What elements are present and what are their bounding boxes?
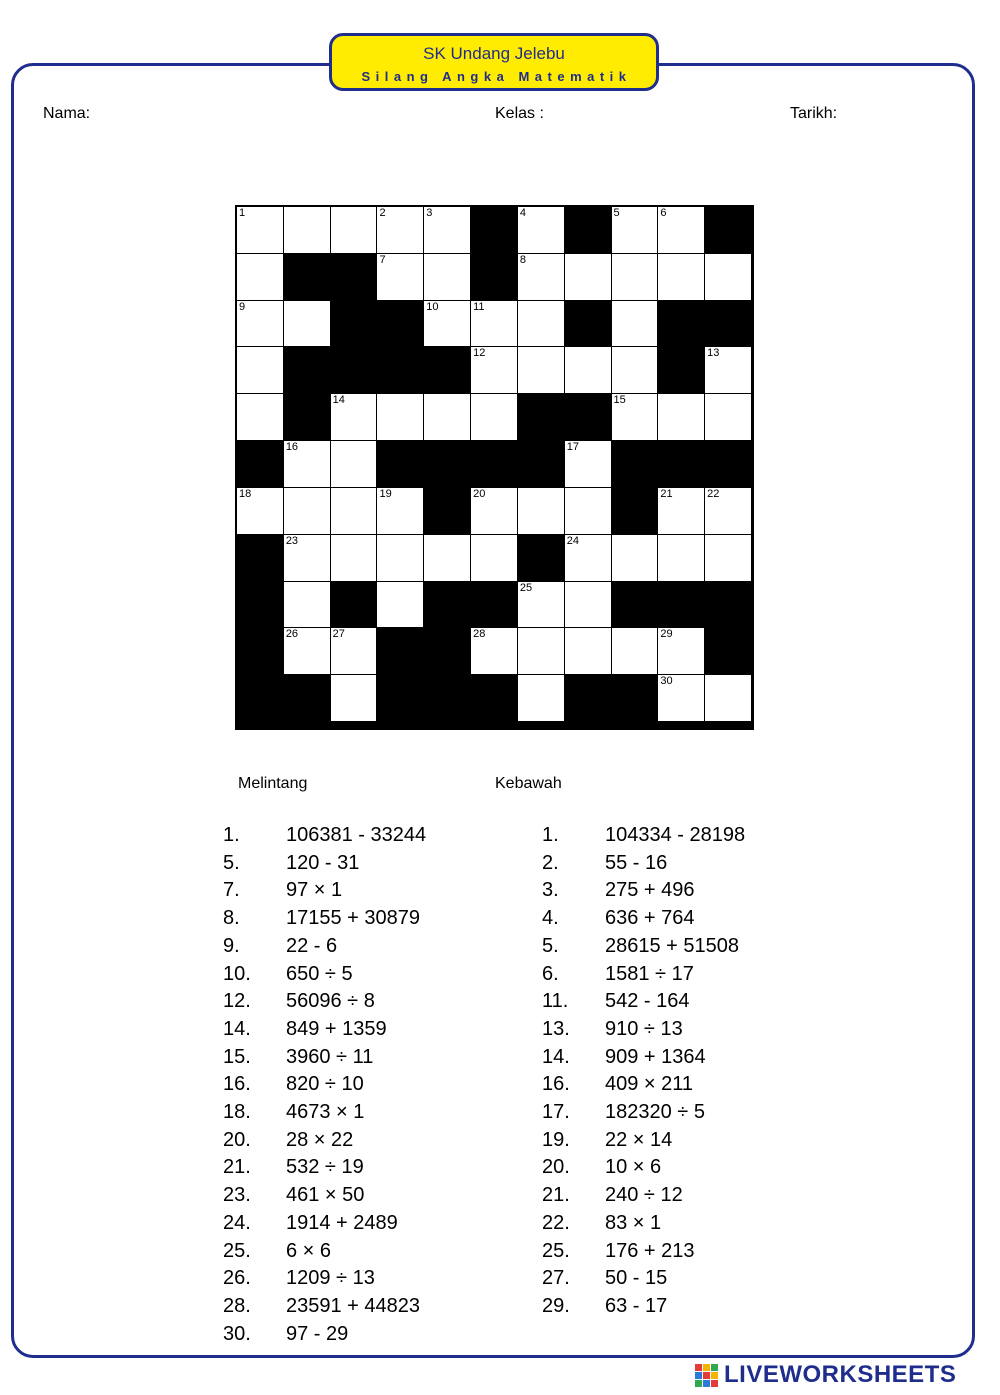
clue-number: 25. (542, 1239, 570, 1262)
crossword-block (424, 628, 471, 675)
crossword-cell[interactable] (377, 394, 424, 441)
crossword-cell[interactable] (565, 628, 612, 675)
title-banner (329, 33, 659, 91)
crossword-block (237, 582, 284, 629)
crossword-cell[interactable] (658, 535, 705, 582)
cell-number: 11 (473, 300, 485, 313)
crossword-cell[interactable] (518, 254, 565, 301)
crossword-cell[interactable] (424, 207, 471, 254)
clue-text: 104334 - 28198 (605, 824, 746, 846)
crossword-block (565, 207, 612, 254)
clue-number: 7. (223, 879, 240, 902)
crossword-cell[interactable] (612, 535, 659, 582)
crossword-block (284, 347, 331, 394)
crossword-block (471, 207, 518, 254)
cell-number: 16 (285, 441, 299, 454)
crossword-block (565, 394, 612, 441)
crossword-cell[interactable] (424, 535, 471, 582)
crossword-cell[interactable] (518, 582, 565, 629)
crossword-cell[interactable] (565, 441, 612, 488)
clue-text: 50 - 15 (605, 1267, 668, 1290)
cell-number: 14 (332, 394, 345, 407)
clue-text: 176 + 213 (605, 1239, 695, 1262)
crossword-cell[interactable] (705, 535, 752, 582)
crossword-cell[interactable] (612, 301, 659, 348)
clue-number: 5. (223, 851, 240, 874)
cell-number: 13 (707, 347, 720, 360)
crossword-block (705, 301, 752, 348)
crossword-block (284, 675, 331, 722)
clue-text: 17155 + 30879 (286, 907, 421, 930)
crossword-cell[interactable] (612, 394, 659, 441)
clue-text: 820 ÷ 10 (286, 1073, 364, 1096)
crossword-block (471, 254, 518, 301)
crossword-block (612, 675, 659, 722)
cell-number: 7 (379, 253, 386, 266)
crossword-cell[interactable] (705, 488, 752, 535)
crossword-block (424, 582, 471, 629)
clue-text: 55 - 16 (605, 851, 668, 874)
crossword-block (518, 535, 565, 582)
crossword-cell[interactable] (237, 347, 284, 394)
crossword-block (705, 628, 752, 675)
crossword-block (377, 301, 424, 348)
crossword-cell[interactable] (377, 254, 424, 301)
crossword-cell[interactable] (331, 394, 378, 441)
clue-text: 461 × 50 (286, 1184, 365, 1207)
class-label: Kelas : (495, 105, 544, 122)
clue-number: 22. (542, 1211, 570, 1234)
cell-number: 28 (473, 628, 486, 641)
crossword-cell[interactable] (377, 582, 424, 629)
worksheet-subtitle: Silang Angka Matematik (361, 69, 632, 84)
cell-number: 25 (519, 581, 533, 594)
crossword-block (705, 582, 752, 629)
clue-number: 16. (542, 1073, 570, 1096)
crossword-cell[interactable] (237, 207, 284, 254)
crossword-cell[interactable] (471, 394, 518, 441)
down-heading: Kebawah (495, 775, 562, 792)
crossword-cell[interactable] (424, 301, 471, 348)
crossword-block (424, 441, 471, 488)
crossword-block (705, 207, 752, 254)
date-label: Tarikh: (790, 105, 838, 122)
clue-number: 28. (223, 1294, 251, 1317)
crossword-cell[interactable] (518, 347, 565, 394)
clue-number: 3. (542, 879, 559, 902)
cell-number: 10 (426, 300, 439, 313)
crossword-block (377, 347, 424, 394)
crossword-cell[interactable] (565, 254, 612, 301)
crossword-cell[interactable] (284, 582, 331, 629)
crossword-grid (235, 205, 754, 730)
crossword-block (565, 675, 612, 722)
clue-text: 56096 ÷ 8 (286, 990, 375, 1013)
crossword-cell[interactable] (237, 254, 284, 301)
cell-number: 9 (239, 300, 246, 313)
crossword-block (424, 347, 471, 394)
clue-number: 6. (542, 962, 559, 985)
clue-text: 849 + 1359 (286, 1017, 387, 1040)
crossword-cell[interactable] (424, 254, 471, 301)
clue-number: 1. (223, 824, 240, 846)
clue-number: 15. (223, 1045, 251, 1068)
clue-text: 22 × 14 (605, 1128, 673, 1151)
clue-text: 182320 ÷ 5 (605, 1101, 705, 1123)
crossword-block (424, 675, 471, 722)
crossword-block (284, 254, 331, 301)
cell-number: 4 (519, 207, 527, 219)
crossword-block (658, 301, 705, 348)
brand-name: LIVEWORKSHEETS (724, 1361, 957, 1388)
crossword-block (658, 347, 705, 394)
cell-number: 20 (473, 487, 486, 500)
clue-text: 63 - 17 (605, 1294, 668, 1317)
cell-number: 15 (613, 394, 626, 407)
crossword-block (518, 394, 565, 441)
crossword-cell[interactable] (284, 535, 331, 582)
crossword-cell[interactable] (658, 628, 705, 675)
clue-number: 4. (542, 907, 559, 930)
clue-number: 20. (542, 1156, 570, 1179)
crossword-cell[interactable] (658, 488, 705, 535)
clue-text: 28 × 22 (286, 1128, 354, 1151)
clue-number: 2. (542, 851, 559, 874)
crossword-cell[interactable] (565, 535, 612, 582)
crossword-cell[interactable] (658, 207, 705, 254)
across-heading: Melintang (238, 775, 308, 792)
crossword-cell[interactable] (471, 535, 518, 582)
crossword-block (705, 441, 752, 488)
crossword-cell[interactable] (471, 628, 518, 675)
clue-number: 9. (223, 934, 240, 957)
clue-text: 4673 × 1 (286, 1101, 365, 1123)
crossword-cell[interactable] (705, 254, 752, 301)
crossword-cell[interactable] (331, 535, 378, 582)
clue-number: 21. (542, 1184, 570, 1207)
cell-number: 21 (660, 487, 673, 500)
cell-number: 18 (239, 487, 252, 500)
clue-number: 16. (223, 1073, 251, 1096)
cell-number: 26 (285, 628, 299, 641)
crossword-block (612, 441, 659, 488)
clue-number: 11. (542, 990, 569, 1013)
clue-text: 1581 ÷ 17 (605, 962, 694, 985)
crossword-cell[interactable] (565, 582, 612, 629)
clue-text: 650 ÷ 5 (286, 962, 353, 985)
crossword-cell[interactable] (612, 628, 659, 675)
crossword-cell[interactable] (377, 535, 424, 582)
crossword-cell[interactable] (705, 394, 752, 441)
crossword-block (237, 628, 284, 675)
crossword-cell[interactable] (565, 347, 612, 394)
clue-text: 106381 - 33244 (286, 824, 427, 846)
clue-number: 25. (223, 1239, 251, 1262)
crossword-cell[interactable] (612, 254, 659, 301)
crossword-cell[interactable] (377, 488, 424, 535)
clue-number: 27. (542, 1267, 570, 1290)
crossword-cell[interactable] (331, 207, 378, 254)
clue-text: 10 × 6 (605, 1156, 662, 1179)
clue-number: 30. (223, 1322, 251, 1345)
name-label: Nama: (43, 105, 91, 122)
clue-number: 26. (223, 1267, 251, 1290)
crossword-cell[interactable] (658, 675, 705, 722)
cell-number: 22 (707, 487, 720, 500)
crossword-block (331, 582, 378, 629)
crossword-cell[interactable] (237, 394, 284, 441)
crossword-cell[interactable] (471, 488, 518, 535)
clue-number: 19. (542, 1128, 570, 1151)
crossword-cell[interactable] (424, 394, 471, 441)
clue-number: 20. (223, 1128, 251, 1151)
cell-number: 30 (660, 675, 673, 688)
liveworksheets-logo (695, 1362, 956, 1388)
crossword-cell[interactable] (331, 488, 378, 535)
clue-text: 409 × 211 (605, 1073, 694, 1096)
cell-number: 23 (285, 534, 299, 547)
crossword-cell[interactable] (377, 207, 424, 254)
clue-number: 24. (223, 1211, 251, 1234)
crossword-cell[interactable] (471, 301, 518, 348)
crossword-cell[interactable] (518, 675, 565, 722)
clue-text: 909 + 1364 (605, 1045, 706, 1068)
cell-number: 1 (239, 207, 246, 219)
logo-grid-icon (695, 1364, 718, 1387)
crossword-block (284, 394, 331, 441)
cell-number: 12 (473, 347, 486, 360)
crossword-block (424, 488, 471, 535)
cell-number: 24 (566, 534, 579, 547)
crossword-cell[interactable] (237, 301, 284, 348)
clue-number: 14. (223, 1017, 251, 1040)
crossword-block (658, 582, 705, 629)
crossword-cell[interactable] (705, 347, 752, 394)
clue-text: 240 ÷ 12 (605, 1184, 683, 1207)
clue-number: 21. (223, 1156, 251, 1179)
cell-number: 6 (660, 207, 667, 219)
crossword-block (237, 535, 284, 582)
cell-number: 5 (613, 207, 620, 219)
crossword-cell[interactable] (331, 441, 378, 488)
crossword-block (331, 301, 378, 348)
crossword-block (377, 675, 424, 722)
crossword-cell[interactable] (471, 347, 518, 394)
cell-number: 27 (332, 628, 345, 641)
clue-number: 12. (223, 990, 251, 1013)
crossword-block (331, 254, 378, 301)
crossword-block (612, 488, 659, 535)
crossword-cell[interactable] (284, 628, 331, 675)
crossword-cell[interactable] (658, 394, 705, 441)
crossword-cell[interactable] (705, 675, 752, 722)
crossword-cell[interactable] (284, 488, 331, 535)
clue-text: 1209 ÷ 13 (286, 1267, 375, 1290)
cell-number: 8 (519, 253, 527, 266)
crossword-block (518, 441, 565, 488)
crossword-cell[interactable] (518, 207, 565, 254)
crossword-block (565, 301, 612, 348)
clue-text: 97 - 29 (286, 1322, 349, 1345)
crossword-cell[interactable] (331, 675, 378, 722)
crossword-cell[interactable] (284, 301, 331, 348)
clue-text: 910 ÷ 13 (605, 1017, 683, 1040)
crossword-cell[interactable] (284, 441, 331, 488)
cell-number: 19 (379, 487, 392, 500)
clue-text: 275 + 496 (605, 879, 695, 902)
crossword-cell[interactable] (518, 488, 565, 535)
crossword-block (612, 582, 659, 629)
clue-text: 3960 ÷ 11 (286, 1045, 374, 1068)
crossword-cell[interactable] (658, 254, 705, 301)
crossword-cell[interactable] (518, 301, 565, 348)
crossword-cell[interactable] (237, 488, 284, 535)
clue-text: 83 × 1 (605, 1211, 662, 1234)
clue-text: 28615 + 51508 (605, 934, 740, 957)
crossword-cell[interactable] (518, 628, 565, 675)
crossword-block (471, 675, 518, 722)
crossword-block (237, 441, 284, 488)
clue-text: 1914 + 2489 (286, 1211, 398, 1234)
clue-text: 22 - 6 (286, 934, 338, 957)
clue-number: 10. (223, 962, 251, 985)
crossword-cell[interactable] (612, 347, 659, 394)
crossword-cell[interactable] (284, 207, 331, 254)
clue-number: 13. (542, 1017, 570, 1040)
crossword-block (331, 347, 378, 394)
cell-number: 29 (660, 628, 673, 641)
crossword-block (377, 628, 424, 675)
crossword-block (471, 441, 518, 488)
crossword-block (658, 441, 705, 488)
clue-text: 23591 + 44823 (286, 1294, 421, 1317)
clue-text: 6 × 6 (286, 1239, 332, 1262)
clue-number: 1. (542, 824, 559, 846)
clue-text: 542 - 164 (605, 990, 690, 1013)
cell-number: 17 (566, 441, 579, 454)
crossword-cell[interactable] (565, 488, 612, 535)
clue-number: 23. (223, 1184, 251, 1207)
clue-text: 636 + 764 (605, 907, 695, 930)
crossword-block (237, 675, 284, 722)
clue-number: 14. (542, 1045, 570, 1068)
clue-text: 532 ÷ 19 (286, 1156, 364, 1179)
crossword-cell[interactable] (331, 628, 378, 675)
clue-number: 5. (542, 934, 559, 957)
crossword-cell[interactable] (612, 207, 659, 254)
clue-number: 29. (542, 1294, 570, 1317)
clue-text: 120 - 31 (286, 851, 360, 874)
crossword-block (377, 441, 424, 488)
cell-number: 3 (426, 207, 433, 219)
crossword-block (471, 582, 518, 629)
clue-number: 18. (223, 1101, 251, 1123)
clue-text: 97 × 1 (286, 879, 343, 902)
school-name: SK Undang Jelebu (423, 44, 565, 63)
cell-number: 2 (379, 207, 386, 219)
clue-number: 8. (223, 907, 240, 930)
clue-number: 17. (542, 1101, 570, 1123)
